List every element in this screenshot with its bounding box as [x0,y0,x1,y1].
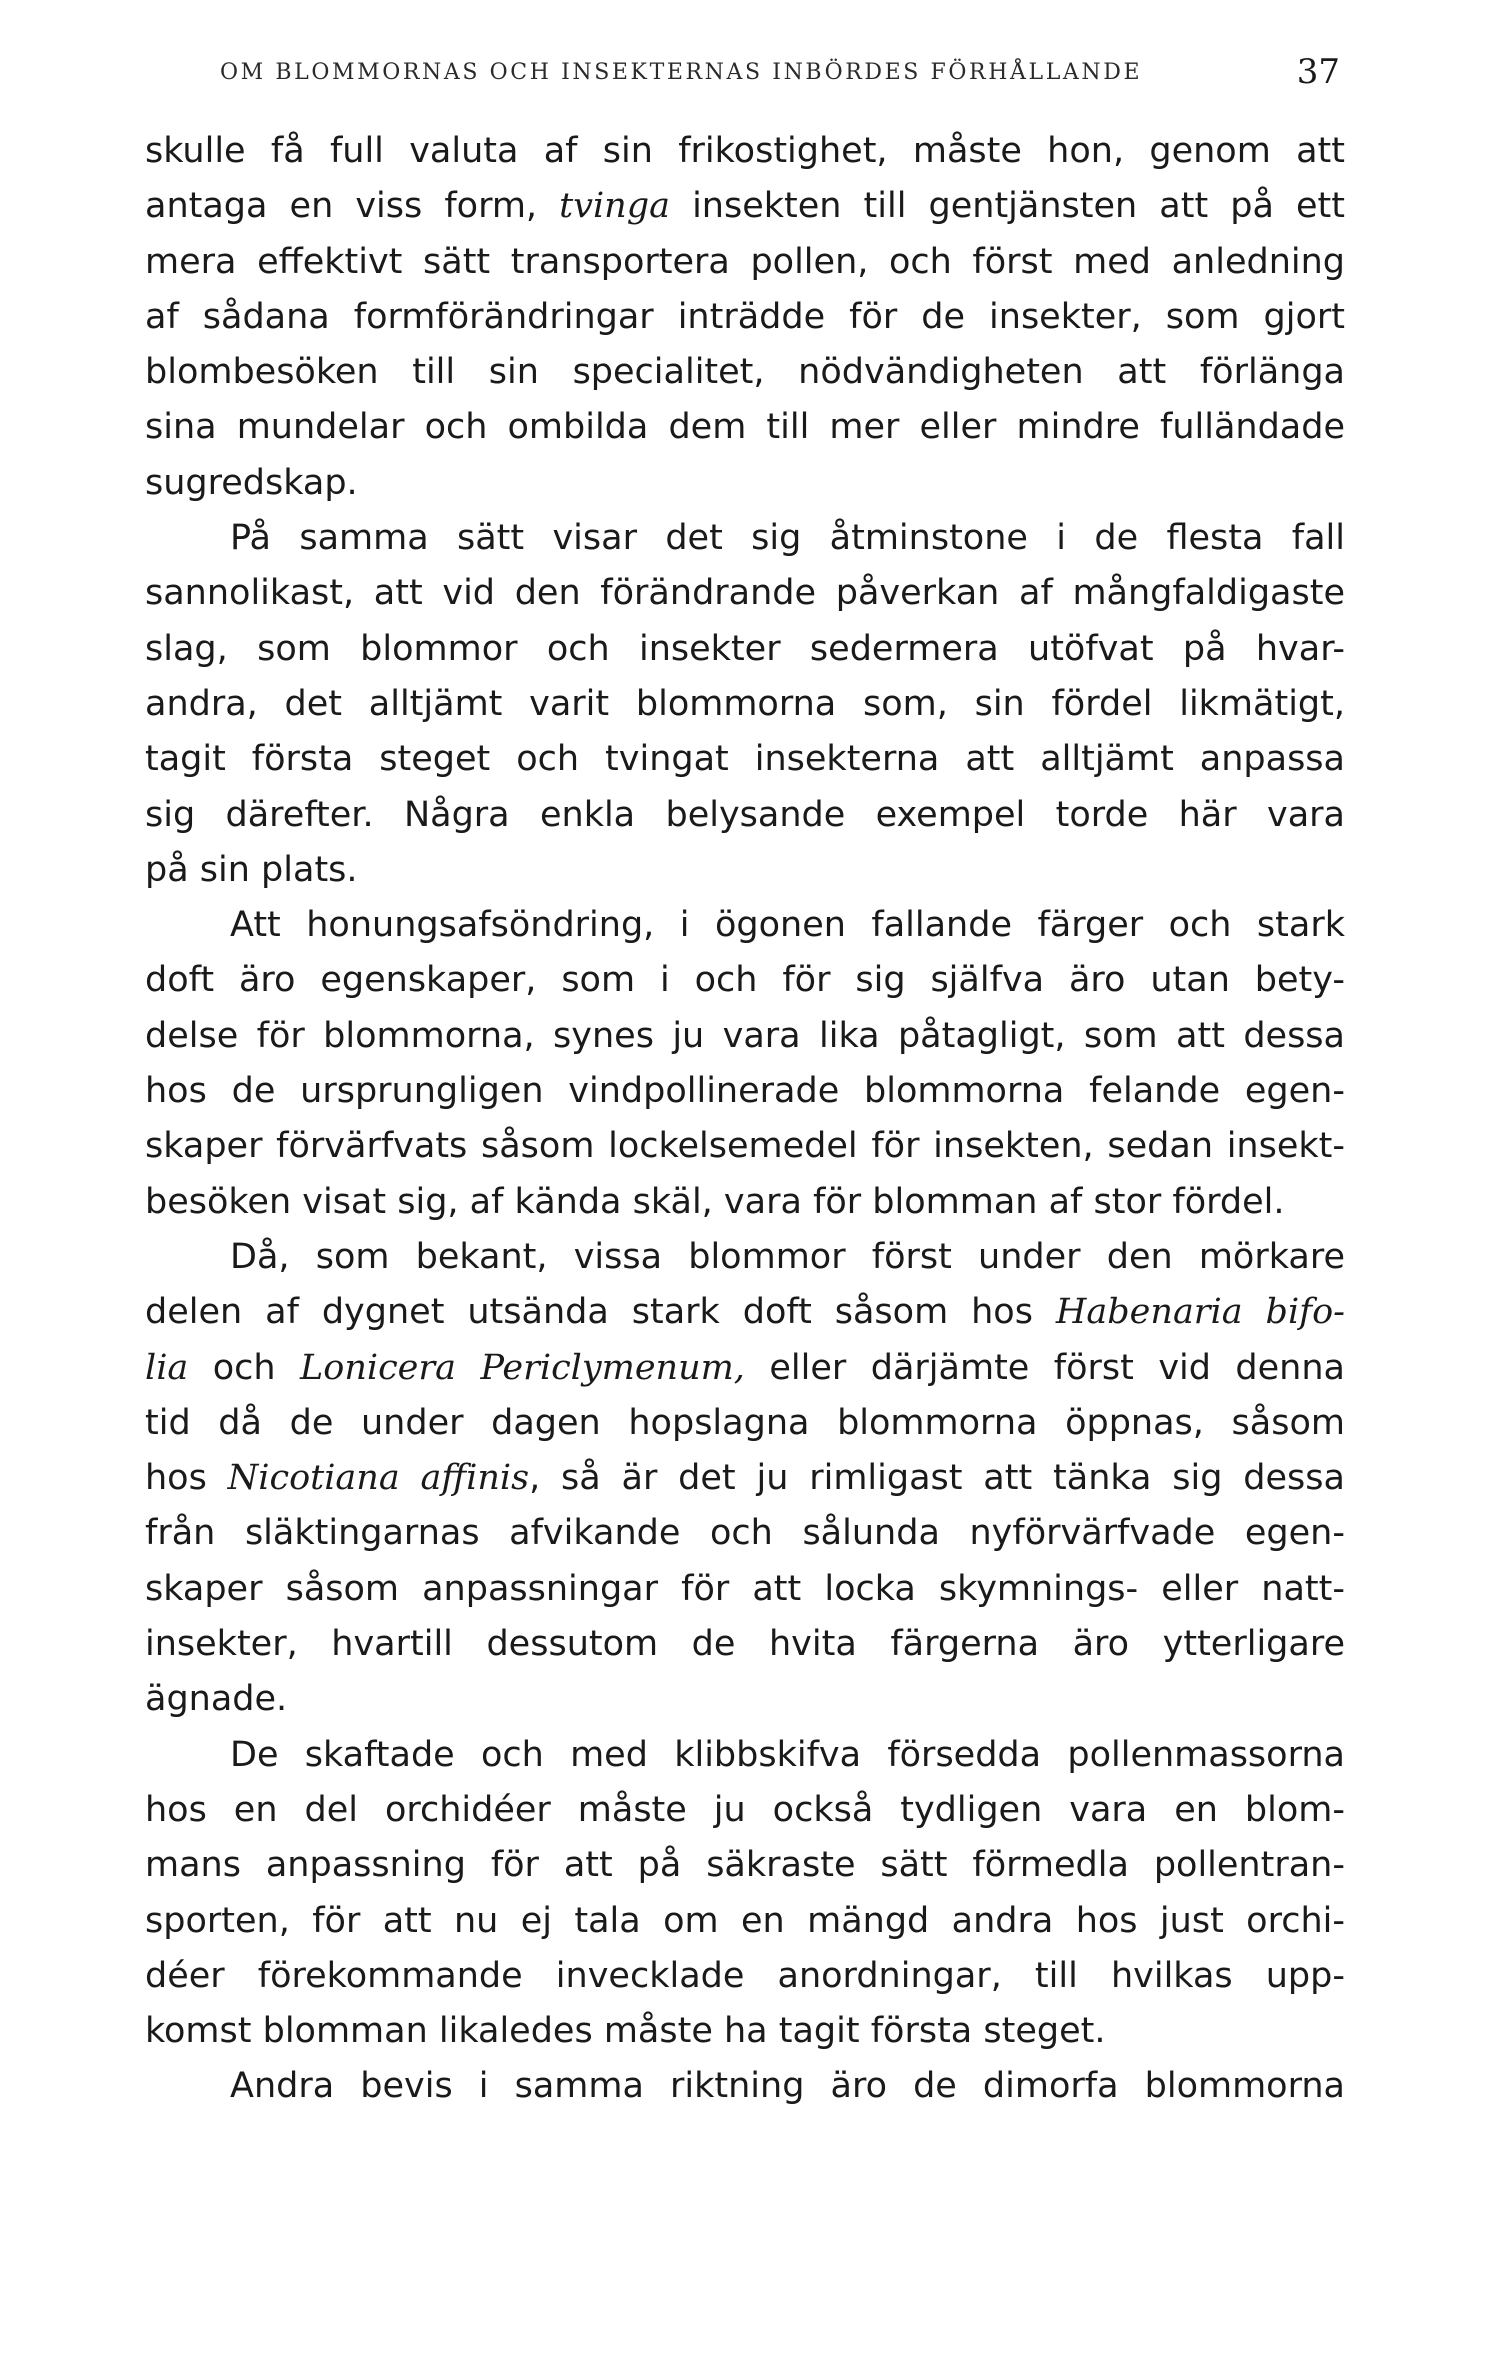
text-line: tid då de under dagen hopslagna blommorna öppnas, såsom [145,1402,1345,1443]
text-line: hos Nicotiana affinis, så är det ju rimligast att tänka sig dessa [145,1458,1345,1499]
text-line: doft äro egenskaper, som i och för sig själfva äro utan bety- [145,960,1345,1001]
text-line: sannolikast, att vid den förändrande påverkan af mångfaldigaste [145,573,1345,614]
text-line: hos en del orchidéer måste ju också tydligen vara en blom- [145,1789,1345,1830]
text-line: insekter, hvartill dessutom de hvita färgerna äro ytterligare [145,1624,1345,1665]
italic-species-name: Habenaria bifo- [1055,1292,1345,1333]
text-line: blombesöken till sin specialitet, nödvändigheten att förlänga [145,352,1345,393]
text-line: lia och Lonicera Periclymenum, eller därjämte först vid denna [145,1347,1345,1388]
paragraph-first-line: De skaftade och med klibbskifva försedda pollenmassorna [230,1734,1345,1775]
text-line: skaper förvärfvats såsom lockelsemedel för insekten, sedan insekt- [145,1126,1345,1167]
paragraph-first-line: Att honungsafsöndring, i ögonen fallande färger och stark [230,905,1345,946]
running-head-title: OM BLOMMORNAS OCH INSEKTERNAS INBÖRDES FÖRHÅLLANDE [220,60,1143,85]
paragraph-first-line: På samma sätt visar det sig åtminstone i de flesta fall [230,518,1345,559]
text-line: déer förekommande invecklade anordningar, till hvilkas upp- [145,1955,1345,1996]
text-line: ägnade. [145,1679,288,1720]
italic-species-name: Nicotiana affinis [227,1458,530,1499]
text-line: på sin plats. [145,849,358,890]
text-line: skulle få full valuta af sin frikostighet, måste hon, genom att [145,131,1345,171]
text-line: sugredskap. [145,462,358,503]
text-line: sina mundelar och ombilda dem till mer eller mindre fulländade [145,407,1345,448]
text-line: hos de ursprungligen vindpollinerade blommorna felande egen- [145,1071,1345,1112]
text-line: delse för blommorna, synes ju vara lika påtagligt, som att dessa [145,1015,1345,1056]
text-line: slag, som blommor och insekter sedermera utöfvat på hvar- [145,628,1345,669]
text-line: andra, det alltjämt varit blommorna som, sin fördel likmätigt, [145,683,1345,724]
text-line: mans anpassning för att på säkraste sätt förmedla pollentran- [145,1845,1345,1886]
text-line: sig därefter. Några enkla belysande exempel torde här vara [145,794,1345,835]
text-line: af sådana formförändringar inträdde för de insekter, som gjort [145,296,1345,337]
text-line: sporten, för att nu ej tala om en mängd andra hos just orchi- [145,1900,1345,1941]
text-line: tagit första steget och tvingat insekterna att alltjämt anpassa [145,739,1345,780]
paragraph-first-line: Då, som bekant, vissa blommor först under den mörkare [230,1236,1345,1277]
body-text [145,124,1345,2115]
text-line: delen af dygnet utsända stark doft såsom hos Habenaria bifo- [145,1292,1345,1333]
text-line: mera effektivt sätt transportera pollen, och först med anledning [145,241,1345,282]
italic-species-name: Lonicera Periclymenum, [300,1347,745,1388]
text-line: komst blomman likaledes måste ha tagit första steget. [145,2011,1106,2052]
page-number: 37 [1296,52,1340,92]
text-line: från släktingarnas afvikande och sålunda nyförvärfvade egen- [145,1513,1345,1554]
text-line: besöken visat sig, af kända skäl, vara för blomman af stor fördel. [145,1181,1285,1222]
text-line: skaper såsom anpassningar för att locka skymnings- eller natt- [145,1568,1345,1609]
paragraph-first-line: Andra bevis i samma riktning äro de dimorfa blommorna [230,2066,1345,2107]
italic-term: tvinga [559,186,670,227]
running-head [145,52,1340,100]
text-line: antaga en viss form, tvinga insekten till gentjänsten att på ett [145,186,1345,227]
italic-species-name: lia [145,1347,189,1388]
